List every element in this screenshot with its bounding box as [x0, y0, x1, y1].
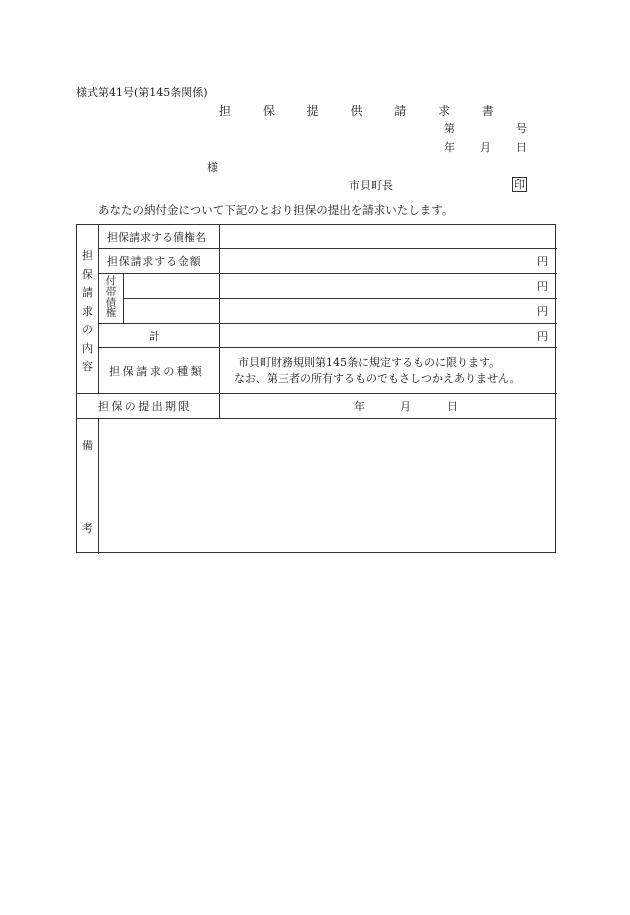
deadline-field[interactable] [220, 394, 556, 418]
section-label-char-3: 請 [82, 286, 93, 299]
doc-number-dai: 第 [444, 122, 455, 135]
kind-text-line-2: なお、第三者の所有するものでもさしつかえありません。 [234, 372, 521, 385]
deadline-label: 担保の提出期限 [98, 400, 192, 413]
seal-mark: 印 [514, 178, 525, 191]
section-label-char-5: の [82, 323, 93, 336]
date-month: 月 [480, 141, 491, 154]
claim-name-field[interactable] [220, 225, 556, 248]
remarks-label-bottom: 考 [82, 522, 93, 535]
issuer-name: 市貝町長 [349, 179, 393, 192]
attached-claim-2-unit: 円 [537, 305, 548, 318]
attached-label-char-4: 権 [105, 307, 117, 320]
attached-claim-1-unit: 円 [537, 280, 548, 293]
kind-label: 担保請求の種類 [109, 364, 205, 378]
kind-text-line-1: 市貝町財務規則第145条に規定するものに限ります。 [238, 356, 501, 369]
addressee-suffix: 様 [207, 161, 218, 174]
attached-label-char-1: 付 [105, 275, 117, 287]
deadline-month: 月 [400, 400, 411, 413]
attached-claim-2-name[interactable] [124, 299, 219, 323]
claim-name-label: 担保請求する債権名 [107, 230, 206, 244]
attached-claim-1-amount[interactable] [220, 274, 556, 298]
deadline-year: 年 [354, 400, 365, 413]
intro-text: あなたの納付金について下記のとおり担保の提出を請求いたします。 [98, 203, 454, 217]
attached-label-char-2: 帯 [105, 285, 117, 298]
section-label [77, 247, 98, 377]
document-title: 担 保 提 供 請 求 書 [219, 104, 508, 118]
attached-claims-label [99, 276, 123, 319]
attached-label-char-3: 債 [105, 296, 117, 309]
claim-amount-unit: 円 [537, 255, 548, 268]
section-label-char-2: 保 [82, 267, 93, 281]
section-label-char-7: 容 [82, 360, 93, 373]
total-unit: 円 [537, 329, 548, 343]
remarks-label-top: 備 [82, 439, 93, 452]
section-label-char-6: 内 [82, 341, 93, 355]
date-year: 年 [444, 141, 455, 154]
total-label: 計 [149, 329, 160, 343]
form-number: 様式第41号(第145条関係) [76, 86, 208, 99]
date-day: 日 [516, 141, 527, 154]
deadline-day: 日 [447, 400, 458, 413]
attached-claim-1-name[interactable] [124, 274, 219, 298]
claim-amount-label: 担保請求する金額 [107, 255, 202, 268]
request-table [76, 224, 556, 553]
remarks-field[interactable] [99, 419, 556, 553]
doc-number-go: 号 [516, 122, 527, 135]
total-field[interactable] [220, 324, 556, 347]
attached-claim-2-amount[interactable] [220, 299, 556, 323]
section-label-char-4: 求 [82, 304, 93, 318]
claim-amount-field[interactable] [220, 249, 556, 273]
section-label-char-1: 担 [82, 249, 93, 262]
